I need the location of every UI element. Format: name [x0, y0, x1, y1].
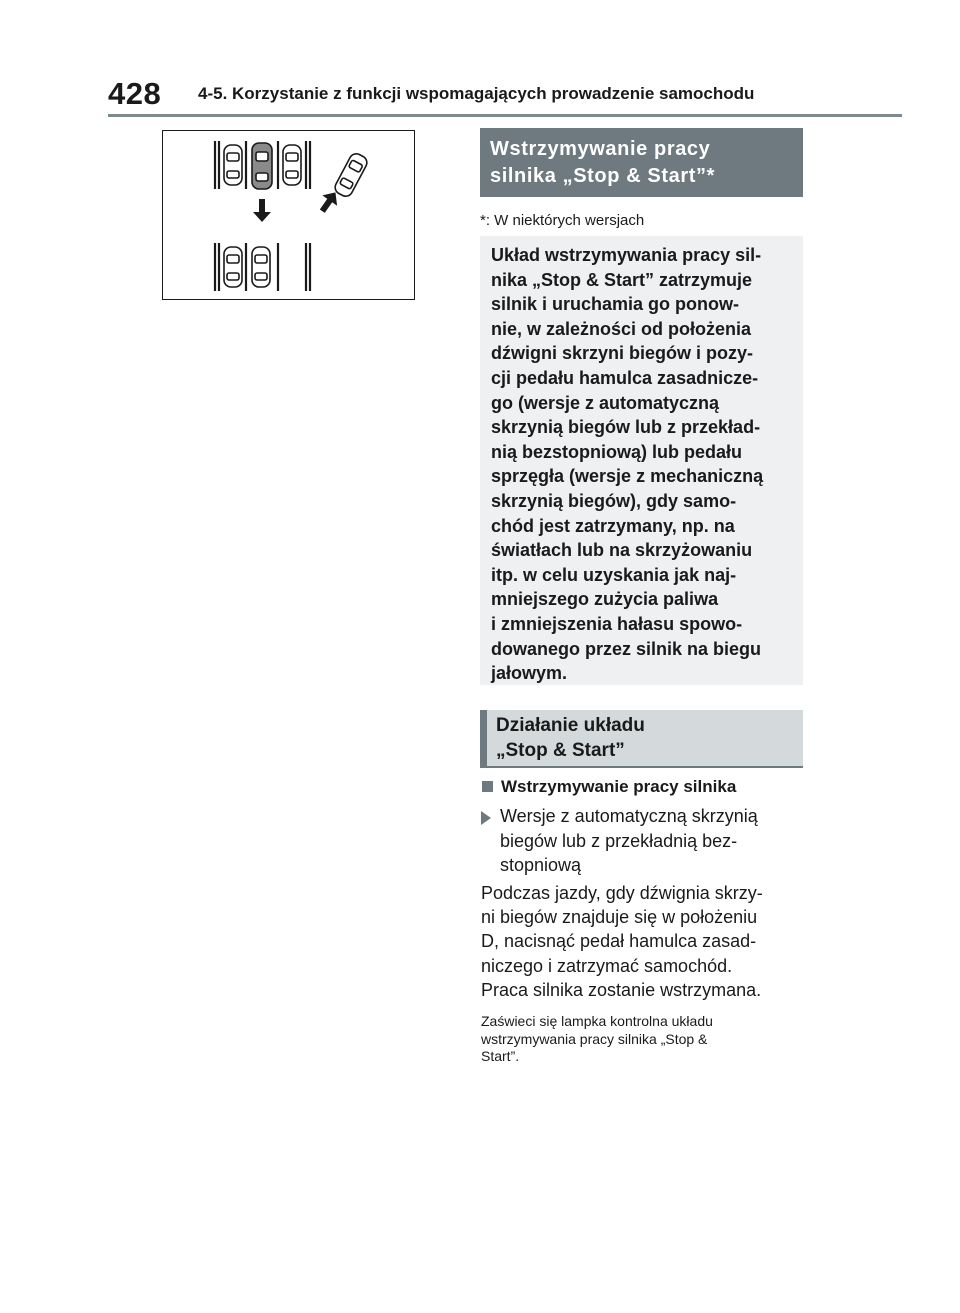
- info-line: nie, w zależności od położenia: [491, 318, 752, 339]
- info-line: jałowym.: [491, 663, 568, 684]
- info-line: mniejszego zużycia paliwa: [491, 589, 719, 610]
- body-paragraph: [481, 881, 763, 1002]
- bullet-line: Wersje z automatyczną skrzynią: [500, 806, 758, 826]
- info-line: chód jest zatrzymany, np. na: [491, 515, 735, 536]
- page-number: 428: [108, 76, 162, 111]
- body-line: ni biegów znajduje się w położeniu: [481, 907, 758, 928]
- chapter-title: 4-5. Korzystanie z funkcji wspomagających prowadzenie samochodu: [198, 84, 755, 103]
- heading-3-text: Wstrzymywanie pracy silnika: [501, 777, 737, 796]
- info-line: sprzęgła (wersje z mechaniczną: [491, 466, 764, 487]
- body-line: D, nacisnąć pedał hamulca zasad-: [481, 931, 757, 952]
- body-line: Praca silnika zostanie wstrzymana.: [481, 979, 762, 1000]
- bullet-item: [500, 804, 758, 878]
- info-line: skrzynią biegów), gdy samo-: [491, 490, 737, 511]
- subsection-title: [480, 710, 803, 767]
- body-line: niczego i zatrzymać samochód.: [481, 955, 733, 976]
- triangle-bullet-icon: [481, 811, 491, 825]
- info-line: silnik i uruchamia go ponow-: [491, 294, 740, 315]
- section-title-line: silnika „Stop & Start”*: [490, 165, 715, 187]
- note-line: Start”.: [481, 1048, 520, 1065]
- info-line: Układ wstrzymywania pracy sil-: [491, 245, 762, 265]
- subsection-title-line: „Stop & Start”: [496, 740, 625, 761]
- subsection-divider: [480, 766, 803, 768]
- parking-diagram: [163, 131, 413, 298]
- note-paragraph: [481, 1013, 713, 1066]
- header-divider: [108, 114, 902, 117]
- car-icon: [224, 145, 242, 185]
- car-icon: [333, 151, 370, 198]
- info-line: go (wersje z automatyczną: [491, 392, 720, 413]
- car-icon: [224, 247, 242, 287]
- info-line: skrzynią biegów lub z przekład-: [491, 417, 761, 438]
- section-title: [480, 128, 803, 197]
- arrow-icons: [253, 187, 343, 222]
- info-line: dźwigni skrzyni biegów i pozy-: [491, 343, 754, 364]
- note-line: wstrzymywania pracy silnika „Stop &: [481, 1030, 708, 1047]
- info-box: [480, 236, 803, 685]
- highlighted-car-icon: [252, 143, 272, 189]
- info-line: dowanego przez silnik na biegu: [491, 638, 762, 659]
- bullet-line: biegów lub z przekładnią bez-: [500, 830, 738, 851]
- section-title-line: Wstrzymywanie pracy: [490, 138, 711, 160]
- info-line: nika „Stop & Start” zatrzymuje: [491, 269, 753, 290]
- info-line: nią bezstopniową) lub pedału: [491, 441, 743, 462]
- bullet-line: stopniową: [500, 855, 582, 875]
- down-arrow-icon: [259, 199, 265, 213]
- info-line: i zmniejszenia hałasu spowo-: [491, 613, 743, 634]
- car-icon: [283, 145, 301, 185]
- note-line: Zaświeci się lampka kontrolna układu: [481, 1013, 713, 1029]
- subsection-title-line: Działanie układu: [496, 715, 645, 736]
- info-line: światłach lub na skrzyżowaniu: [491, 540, 753, 561]
- parking-illustration: [162, 130, 415, 300]
- heading-3: [482, 777, 736, 797]
- car-icon: [252, 247, 270, 287]
- info-line: itp. w celu uzyskania jak naj-: [491, 564, 737, 585]
- footnote: *: W niektórych wersjach: [480, 212, 645, 229]
- info-line: cji pedału hamulca zasadnicze-: [491, 367, 759, 388]
- square-bullet-icon: [482, 781, 493, 792]
- body-line: Podczas jazdy, gdy dźwignia skrzy-: [481, 883, 763, 903]
